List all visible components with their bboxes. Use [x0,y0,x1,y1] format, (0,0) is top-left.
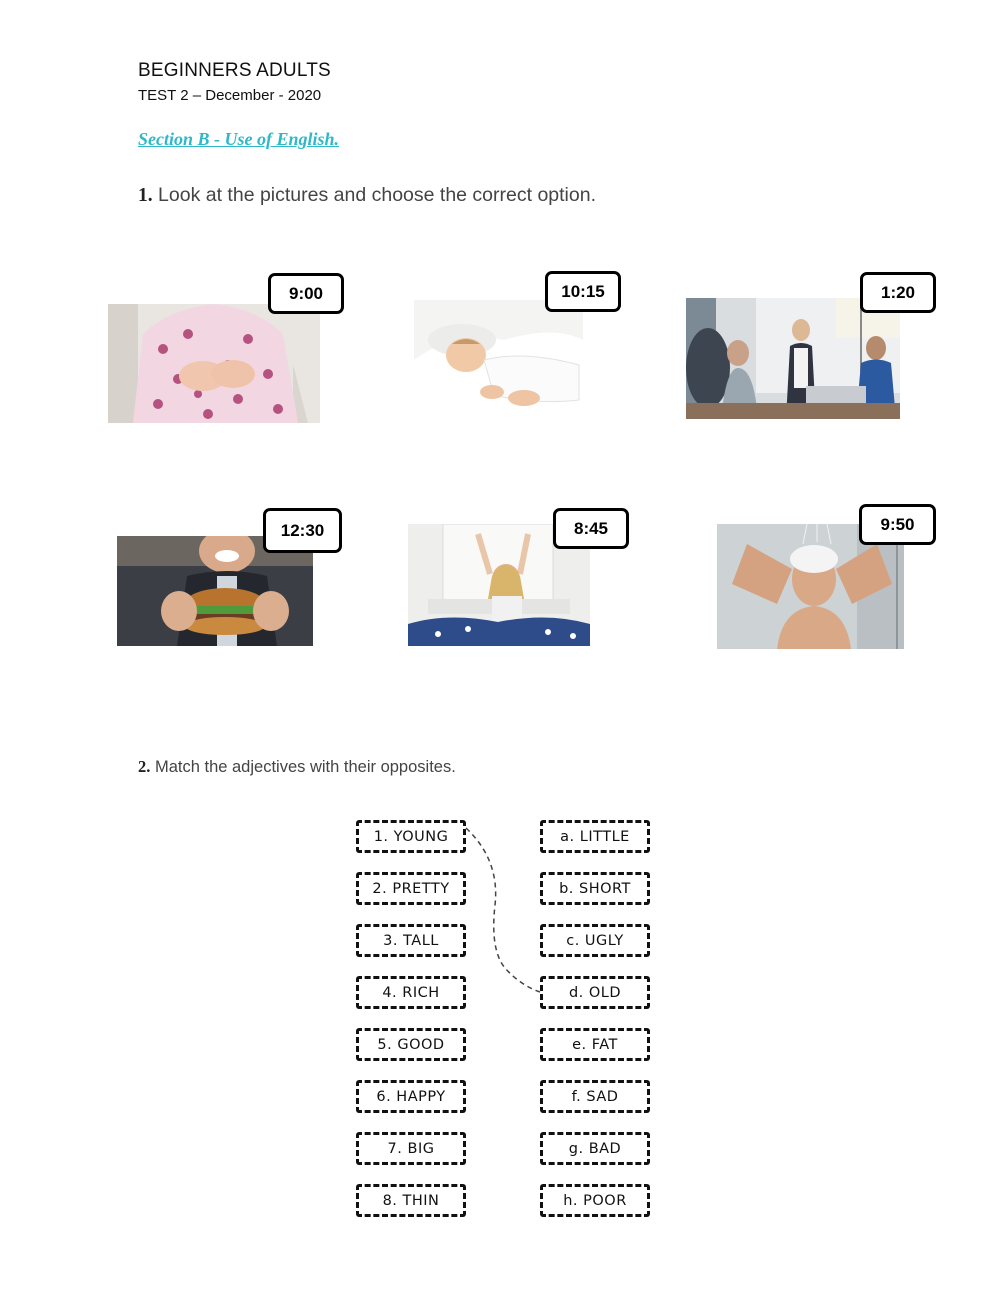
right-word-a[interactable]: a. LITTLE [540,820,650,853]
time-label-3: 1:20 [860,272,936,313]
right-word-c[interactable]: c. UGLY [540,924,650,957]
time-label-2: 10:15 [545,271,621,312]
right-word-d[interactable]: d. OLD [540,976,650,1009]
photo-getting-dressed [108,304,320,423]
time-label-5: 8:45 [553,508,629,549]
right-word-e[interactable]: e. FAT [540,1028,650,1061]
time-label-6: 9:50 [859,504,936,545]
question-1-number: 1. [138,185,153,206]
page-title: BEGINNERS ADULTS [138,60,331,81]
left-word-4[interactable]: 4. RICH [356,976,466,1009]
question-1 [138,184,596,207]
left-word-7[interactable]: 7. BIG [356,1132,466,1165]
question-2-number: 2. [138,757,151,776]
photo-sleeping-baby [414,300,583,424]
left-word-5[interactable]: 5. GOOD [356,1028,466,1061]
left-word-1[interactable]: 1. YOUNG [356,820,466,853]
right-word-g[interactable]: g. BAD [540,1132,650,1165]
photo-office-meeting [686,298,900,419]
right-word-f[interactable]: f. SAD [540,1080,650,1113]
left-word-3[interactable]: 3. TALL [356,924,466,957]
time-label-1: 9:00 [268,273,344,314]
test-subtitle: TEST 2 – December - 2020 [138,87,322,104]
left-word-2[interactable]: 2. PRETTY [356,872,466,905]
section-heading: Section B - Use of English. [138,129,340,149]
question-1-text: Look at the pictures and choose the correct option. [158,184,596,206]
time-label-4: 12:30 [263,508,342,553]
right-word-h[interactable]: h. POOR [540,1184,650,1217]
left-word-8[interactable]: 8. THIN [356,1184,466,1217]
question-2 [138,757,456,777]
left-word-6[interactable]: 6. HAPPY [356,1080,466,1113]
right-word-b[interactable]: b. SHORT [540,872,650,905]
question-2-text: Match the adjectives with their opposites. [154,758,456,776]
